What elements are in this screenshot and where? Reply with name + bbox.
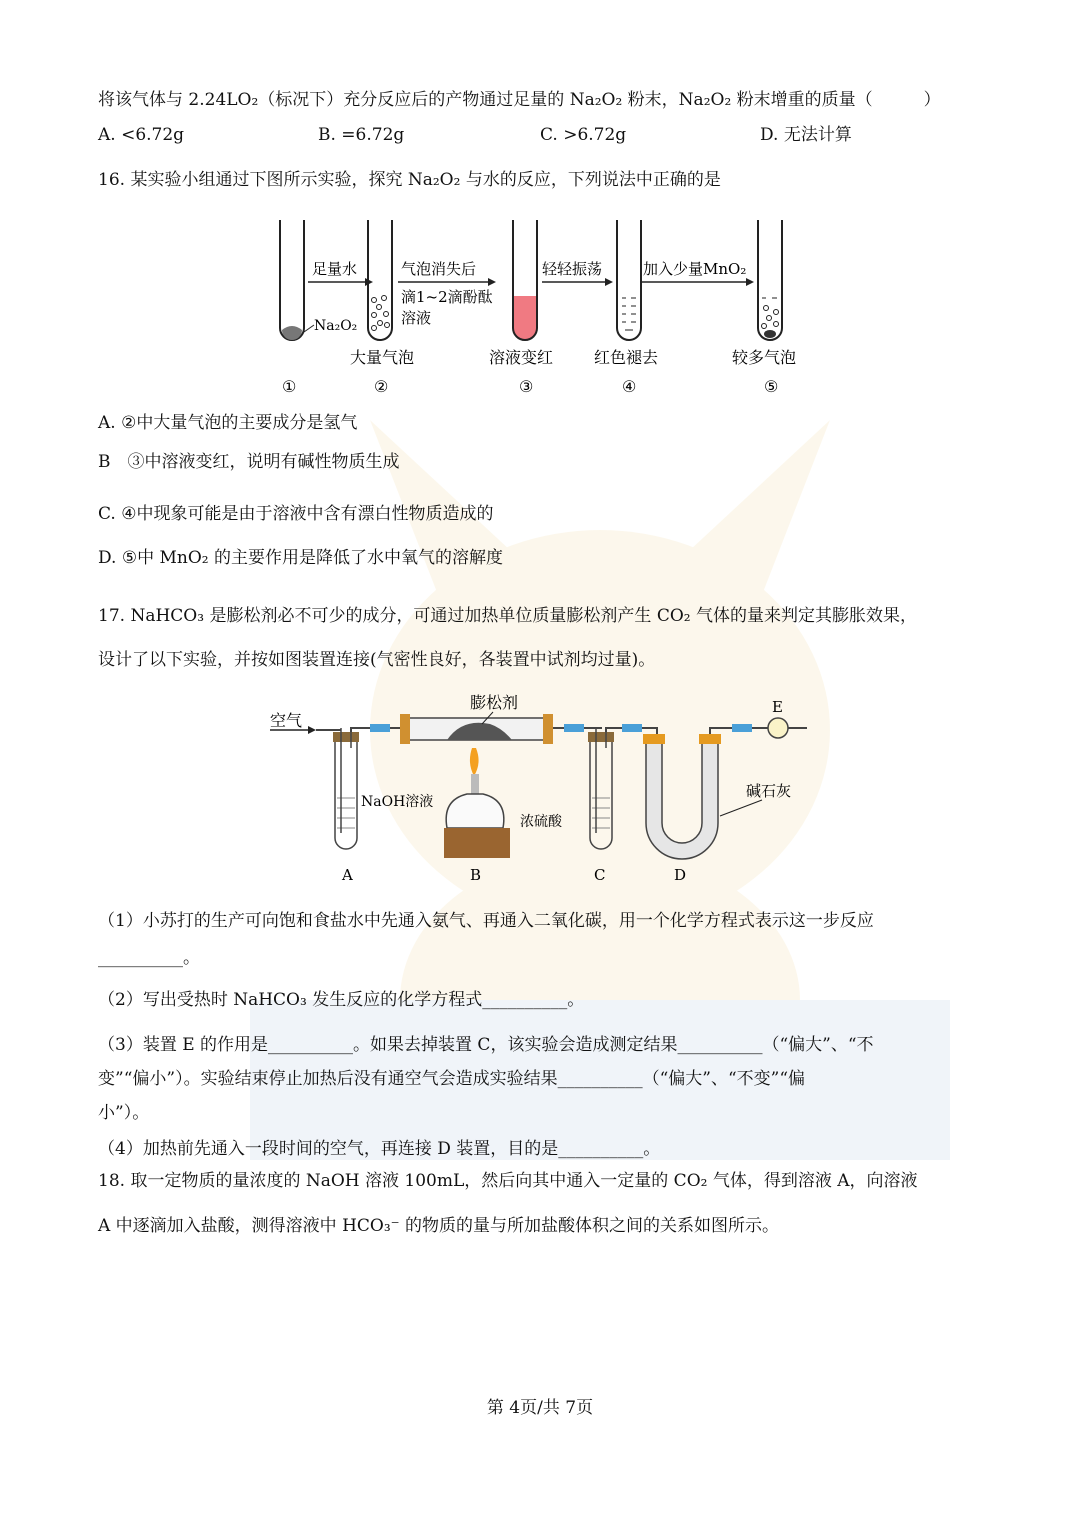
acid-label: 浓硫酸 [520,814,562,830]
q16-option-c: C. ④中现象可能是由于溶液中含有漂白性物质造成的 [98,504,494,524]
number-4: ④ [622,377,637,396]
arrow-label-shake: 轻轻振荡 [542,260,603,278]
arrow-label-mno2: 加入少量MnO₂ [643,260,747,278]
q17-sub1-line-2: __________。 [98,948,200,968]
q16-stem: 16. 某实验小组通过下图所示实验，探究 Na₂O₂ 与水的反应，下列说法中正确的是 [98,170,721,190]
q16-figure [270,210,830,400]
q15-option-b: B. =6.72g [318,125,405,145]
arrow-label-phenolphthalein: 滴1~2滴酚酞 [401,288,493,306]
q17-stem-line-1: 17. NaHCO₃ 是膨松剂必不可少的成分，可通过加热单位质量膨松剂产生 CO₂ 气体的量来判定其膨胀效果， [98,606,918,626]
q17-sub3-line-3: 小”）。 [98,1103,150,1123]
q15-stem: 将该气体与 2.24LO₂（标况下）充分反应后的产物通过足量的 Na₂O₂ 粉末，Na₂O₂ 粉末增重的质量（ ） [98,90,941,110]
caption-tube-5: 较多气泡 [732,348,797,367]
q18-line-1: 18. 取一定物质的量浓度的 NaOH 溶液 100mL，然后向其中通入一定量的 CO₂ 气体，得到溶液 A，向溶液 [98,1171,918,1191]
q18-line-2: A 中逐滴加入盐酸，测得溶液中 HCO₃⁻ 的物质的量与所加盐酸体积之间的关系如图所示。 [98,1216,780,1236]
label-a: A [342,866,353,884]
q17-sub3-line-1: （3）装置 E 的作用是__________。如果去掉装置 C，该实验会造成测定结果__________（“偏大”、“不 [98,1035,874,1055]
q16-option-b: B ③中溶液变红，说明有碱性物质生成 [98,452,400,472]
q17-sub2: （2）写出受热时 NaHCO₃ 发生反应的化学方程式__________。 [98,990,585,1010]
q15-option-a: A. <6.72g [98,125,185,145]
q17-apparatus-figure [262,688,822,888]
q15-option-d: D. 无法计算 [760,125,852,145]
arrow-label-after-bubbles: 气泡消失后 [401,260,477,278]
q16-option-d: D. ⑤中 MnO₂ 的主要作用是降低了水中氧气的溶解度 [98,548,503,568]
arrow-label-solution: 溶液 [401,309,432,327]
arrow-label-water: 足量水 [312,260,358,278]
test-tube-2 [368,220,392,340]
q16-option-a: A. ②中大量气泡的主要成分是氢气 [98,413,358,433]
apparatus-d [643,734,721,859]
apparatus-e [752,718,807,738]
caption-tube-2: 大量气泡 [350,348,415,367]
agent-label: 膨松剂 [470,693,519,712]
number-2: ② [374,377,389,396]
q17-stem-line-2: 设计了以下实验，并按如图装置连接(气密性良好，各装置中试剂均过量)。 [98,650,656,670]
lime-label: 碱石灰 [746,782,792,800]
q17-sub4: （4）加热前先通入一段时间的空气，再连接 D 装置，目的是__________。 [98,1139,661,1159]
q17-sub1-line-1: （1）小苏打的生产可向饱和食盐水中先通入氨气、再通入二氧化碳，用一个化学方程式表示这一步反应 [98,911,874,931]
apparatus-c [588,728,614,849]
test-tube-1 [280,220,304,340]
reagent-label: Na₂O₂ [314,318,358,334]
q15-option-c: C. >6.72g [540,125,627,145]
label-b: B [470,866,482,884]
caption-tube-4: 红色褪去 [594,348,659,367]
test-tube-5 [758,220,782,340]
apparatus-a [333,728,359,849]
apparatus-b [400,714,553,858]
label-c: C [594,866,606,884]
test-tube-3 [513,220,537,340]
label-d: D [674,866,687,884]
naoh-label: NaOH溶液 [361,794,434,810]
page-footer: 第 4页/共 7页 [486,1398,594,1418]
number-1: ① [282,377,297,396]
q17-sub3-line-2: 变”“偏小”）。实验结束停止加热后没有通空气会造成实验结果__________（“偏大”、“不变”“偏 [98,1069,806,1089]
test-tube-4 [617,220,641,340]
air-label: 空气 [270,711,303,730]
label-e: E [772,698,783,716]
caption-tube-3: 溶液变红 [489,348,554,367]
number-3: ③ [519,377,534,396]
number-5: ⑤ [764,377,779,396]
